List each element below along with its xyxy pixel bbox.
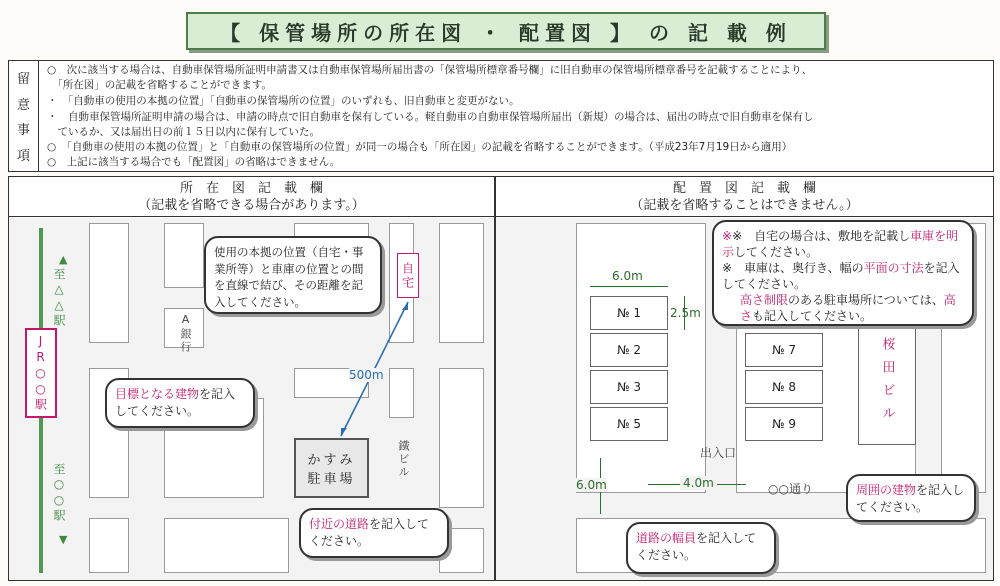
- page-title: 【 保管場所の所在図 ・ 配置図 】 の 記 載 例: [186, 12, 826, 50]
- bubble-landmark-note: 目標となる建物を記入してください。: [105, 378, 255, 428]
- bubble-surrounding-note: 周囲の建物を記入してください。: [846, 474, 976, 522]
- distance-label: 500m: [349, 368, 384, 382]
- layout-plan-header: 配 置 図 記 載 欄 （記載を省略することはできません。）: [496, 177, 993, 217]
- notes-box: [8, 60, 994, 172]
- sakurada-building: 桜田ビル: [858, 320, 916, 445]
- arrow-down-icon: ▼: [59, 533, 68, 546]
- direction-north: 至△△駅: [52, 268, 66, 328]
- building-label: 鐵ビル: [397, 440, 410, 479]
- parking-lot: かすみ 駐車場: [294, 438, 369, 498]
- location-map-panel: [8, 176, 495, 581]
- note-line: ○ 次に該当する場合は、自動車保管場所証明申請書又は自動車保管場所届出書の「保管場所標章番号欄」に旧自動車の保管場所標章番号を記載することにより、: [47, 64, 813, 76]
- parking-slot: № 7: [745, 333, 823, 367]
- width-dimension: 6.0m: [612, 269, 643, 283]
- bank-label: A銀行: [179, 313, 192, 354]
- width-dimension-line: [590, 286, 668, 287]
- bubble-layout-note: ※※ 自宅の場合は、敷地を記載し車庫を明示してください。 ※ 車庫は、奥行き、幅の平面の寸法を記入してください。 高さ制限のある駐車場所については、高さも記入してください。: [712, 220, 974, 326]
- note-line: ○ 「自動車の使用の本拠の位置」と「自動車の保管場所の位置」が同一の場合も「所在図」の記載を省略することができます。（平成23年7月19日から適用）: [47, 141, 793, 153]
- note-line: 「所在図」の記載を省略することができます。: [47, 79, 272, 91]
- parking-slot: № 5: [590, 407, 668, 441]
- notes-label: 留 意 事 項: [9, 61, 39, 171]
- bubble-road-width-note: 道路の幅員を記入してください。: [626, 522, 776, 574]
- parking-slot: № 8: [745, 370, 823, 404]
- parking-slot: № 1: [590, 296, 668, 330]
- arrow-up-icon: ▲: [59, 253, 68, 266]
- note-line: ・ 「自動車の使用の本拠の位置」「自動車の保管場所の位置」のいずれも、旧自動車と変更がない。: [47, 95, 520, 107]
- street-label: ○○通り: [768, 482, 813, 496]
- parking-slot: № 9: [745, 407, 823, 441]
- bubble-road-note: 付近の道路を記入してください。: [299, 508, 449, 558]
- parking-slot: № 3: [590, 370, 668, 404]
- entrance-label: 出入口: [700, 446, 737, 460]
- location-map-header: 所 在 図 記 載 欄 （記載を省略できる場合があります。）: [9, 177, 494, 217]
- bubble-distance-note: 使用の本拠の位置（自宅・事業所等）と車庫の位置との間を直線で結び、その距離を記入してください。: [204, 236, 382, 314]
- note-line: ○ 上記に該当する場合でも「配置図」の省略はできません。: [47, 156, 341, 168]
- road-width: 4.0m: [680, 476, 717, 490]
- home-box: 自宅: [397, 253, 419, 298]
- depth-dimension: 2.5m: [670, 306, 701, 320]
- note-line: ・ 自動車保管場所証明申請の場合は、申請の時点で旧自動車を保有している。軽自動車の自動車保管場所届出（新規）の場合は、届出の時点で旧自動車を保有し: [47, 111, 814, 123]
- road-dimension: 6.0m: [576, 478, 607, 492]
- location-map: [9, 218, 494, 580]
- parking-slot: № 2: [590, 333, 668, 367]
- direction-south: 至○○駅: [52, 463, 66, 523]
- station-box: JR○○駅: [25, 328, 57, 418]
- note-line: ているか、又は届出日の前１５日以内に保有していた。: [47, 126, 320, 138]
